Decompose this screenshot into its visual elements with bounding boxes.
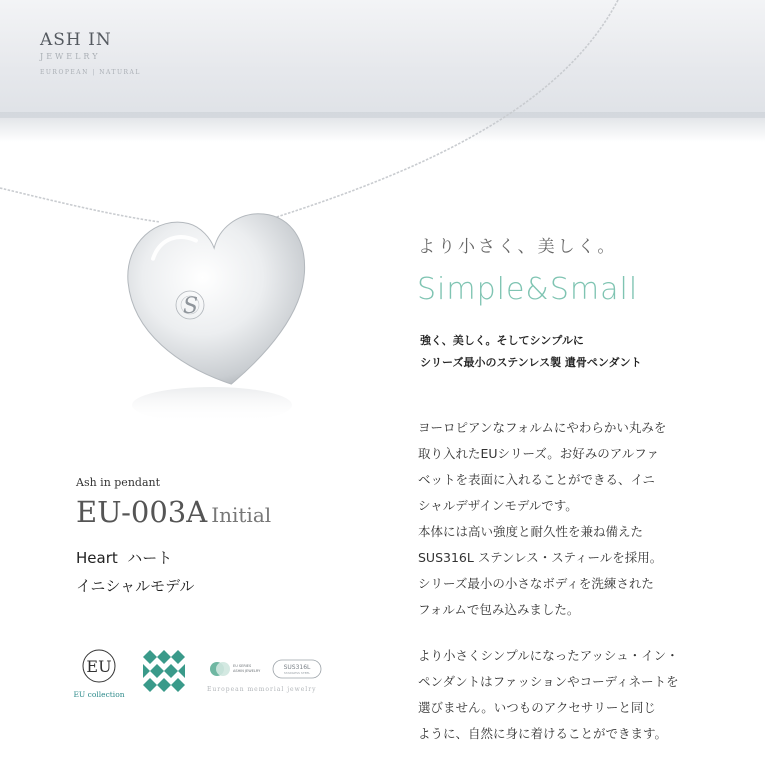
diamond-pattern-icon [143,650,185,694]
model-number: EU-003A [76,495,208,529]
description-line: フォルムで包み込みました。 [418,602,580,617]
logo-strip [72,648,342,698]
heart-icon [121,205,320,396]
heart-reflection [132,387,292,423]
brand-sub: JEWELRY [40,52,101,61]
description-line: ペンダントはファッションやコーディネートを [418,674,679,689]
description-line: ベットを表面に入れることができる、イニ [418,472,656,487]
eu-mark: EU [86,657,112,676]
description-line: ように、自然に身に着けることができます。 [418,726,668,741]
shape-name: Heart ハート [76,549,173,567]
certification-badges [205,656,325,682]
description [418,415,698,747]
description-line: 取り入れたEUシリーズ。お好みのアルファ [418,446,660,461]
badges-caption: European memorial jewelry [207,686,317,693]
chain [228,0,618,232]
product-category: Ash in pendant [76,476,161,489]
model-type: イニシャルモデル [76,577,195,595]
chain-left [0,188,160,222]
description-line: より小さくシンプルになったアッシュ・イン・ [418,648,679,663]
description-line: SUS316L ステンレス・スティールを採用。 [418,550,663,565]
eu-collection-logo [72,648,126,699]
description-line: ヨーロピアンなフォルムにやわらかい丸みを [418,420,667,435]
eu-caption: EU collection [73,690,125,699]
lead-line: シリーズ最小のステンレス製 遺骨ペンダント [420,356,642,369]
description-line: 本体には高い強度と耐久性を兼ね備えた [418,524,644,539]
brand-tagline: EUROPEAN | NATURAL [40,69,141,76]
model-code [76,495,271,529]
model-suffix: Initial [211,503,272,527]
description-line: シャルデザインモデルです。 [418,498,578,513]
badge-left-line2: ASHIN JEWELRY [233,669,261,673]
eu-circle-icon [81,648,117,684]
lead-line: 強く、美しく。そしてシンプルに [420,334,584,347]
shape-info [76,544,194,600]
description-line: シリーズ最小の小さなボディを洗練された [418,576,654,591]
headline-en: Simple&Small [417,272,639,307]
engraving-initial: S [183,294,199,319]
description-line: 選びません。いつものアクセサリーと同じ [418,700,656,715]
badge-right-line2: STAINLESS STEEL [283,671,311,675]
brand-name: ASH IN [40,30,112,50]
badge-left-line1: EU SERIES [233,664,252,668]
lead-text [420,330,642,374]
headline-jp: より小さく、美しく。 [418,237,618,257]
badge-right-line1: SUS316L [283,664,311,671]
